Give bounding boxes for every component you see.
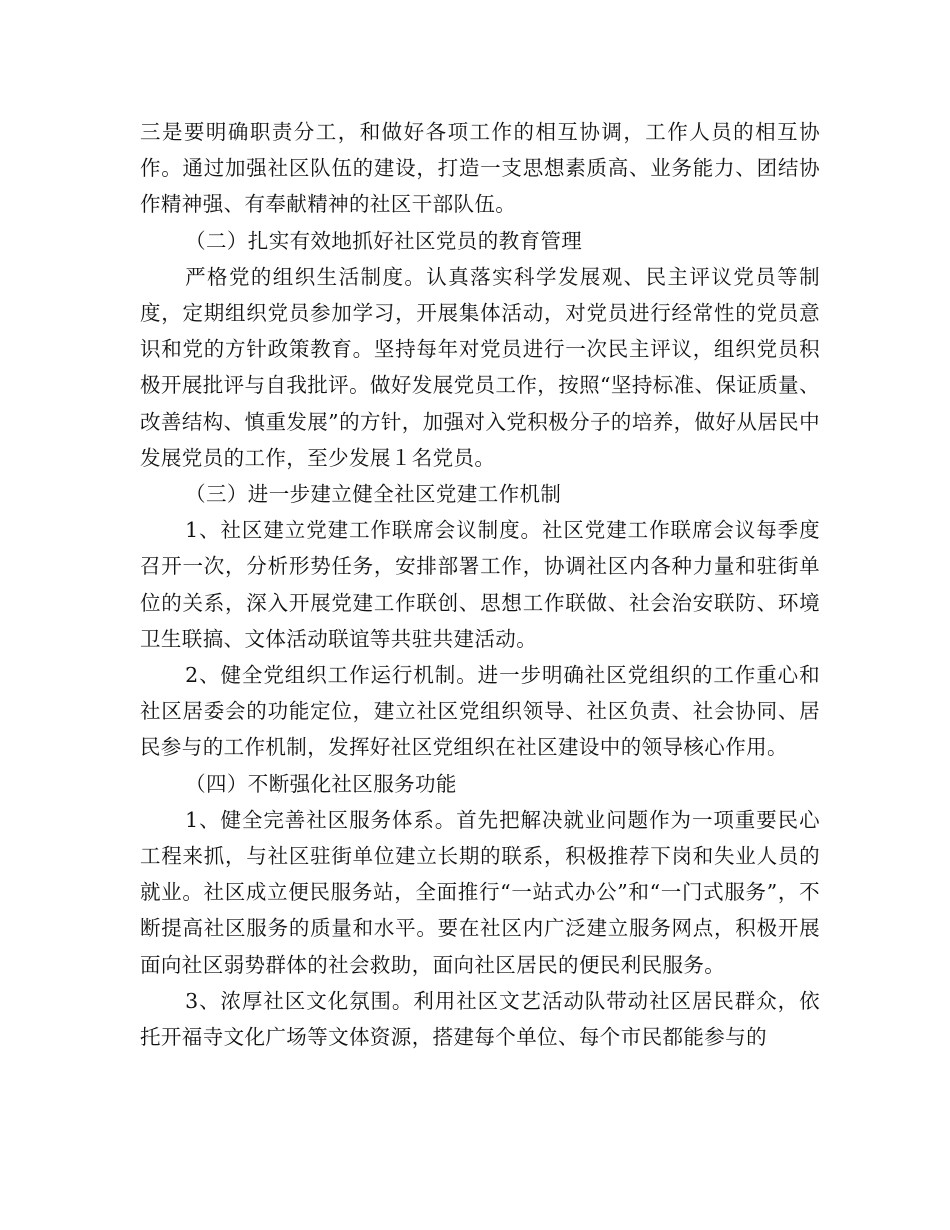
document-body bbox=[140, 114, 820, 1055]
paragraph-service-system: 1、健全完善社区服务体系。首先把解决就业问题作为一项重要民心工程来抓，与社区驻街单位建立长期的联系，积极推荐下岗和失业人员的就业。社区成立便民服务站，全面推行“一站式办公”和“一门式服务”，不断提高社区服务的质量和水平。要在社区内广泛建立服务网点，积极开展面向社区弱势群体的社会救助，面向社区居民的便民利民服务。 bbox=[140, 807, 820, 977]
section-heading-service-function: （四）不断强化社区服务功能 bbox=[185, 771, 457, 796]
section-heading-party-building-mechanism: （三）进一步建立健全社区党建工作机制 bbox=[185, 482, 562, 507]
paragraph-duty-division: 三是要明确职责分工，和做好各项工作的相互协调，工作人员的相互协作。通过加强社区队伍的建设，打造一支思想素质高、业务能力、团结协作精神强、有奉献精神的社区干部队伍。 bbox=[140, 120, 820, 217]
paragraph-organization-life: 严格党的组织生活制度。认真落实科学发展观、民主评议党员等制度，定期组织党员参加学习，开展集体活动，对党员进行经常性的党员意识和党的方针政策教育。坚持每年对党员进行一次民主评议，组织党员积极开展批评与自我批评。做好发展党员工作，按照“坚持标准、保证质量、改善结构、慎重发展”的方针，加强对入党积极分子的培养，做好从居民中发展党员的工作，至少发展１名党员。 bbox=[140, 264, 820, 470]
section-heading-party-member-education: （二）扎实有效地抓好社区党员的教育管理 bbox=[185, 228, 583, 253]
paragraph-culture-atmosphere: 3、浓厚社区文化氛围。利用社区文艺活动队带动社区居民群众，依托开福寺文化广场等文体资源，搭建每个单位、每个市民都能参与的 bbox=[140, 988, 820, 1050]
paragraph-joint-meeting-system: 1、社区建立党建工作联席会议制度。社区党建工作联席会议每季度召开一次，分析形势任务，安排部署工作，协调社区内各种力量和驻街单位的关系，深入开展党建工作联创、思想工作联做、社会治安联防、环境卫生联搞、文体活动联谊等共驻共建活动。 bbox=[140, 518, 820, 651]
paragraph-operation-mechanism: 2、健全党组织工作运行机制。进一步明确社区党组织的工作重心和社区居委会的功能定位，建立社区党组织领导、社区负责、社会协同、居民参与的工作机制，发挥好社区党组织在社区建设中的领导核心作用。 bbox=[140, 663, 820, 760]
